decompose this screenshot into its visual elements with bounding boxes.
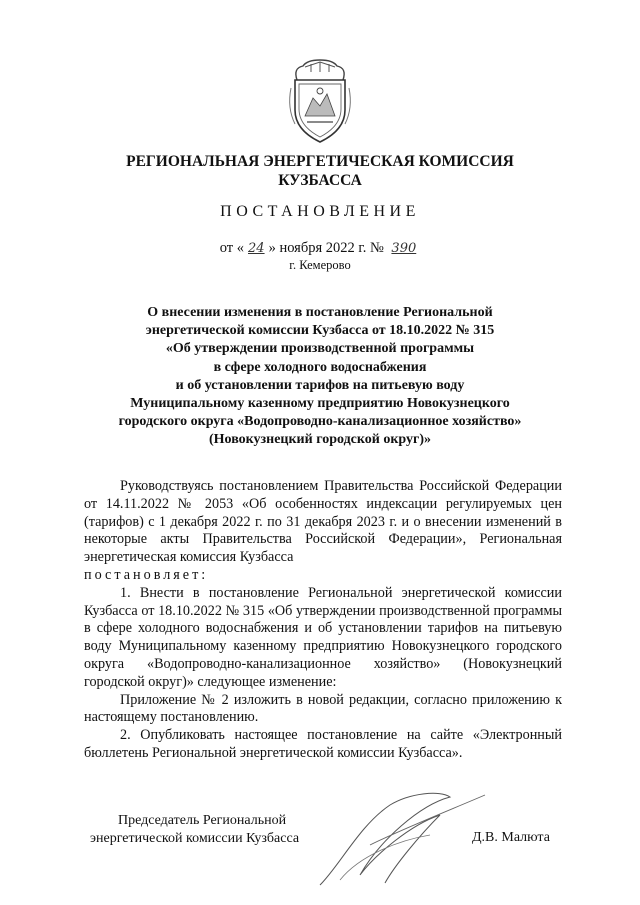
title-line: Муниципальному казенному предприятию Новокузнецкого <box>130 396 510 412</box>
resolution-body <box>84 478 562 763</box>
issuer-line-2: КУЗБАССА <box>278 172 362 189</box>
coat-of-arms-icon <box>285 58 355 146</box>
issuer-name <box>80 152 560 190</box>
resolution-title <box>85 304 555 450</box>
handwritten-day: 24 <box>248 241 265 256</box>
title-line: (Новокузнецкий городской округ)» <box>208 432 432 448</box>
item-1-detail: Приложение № 2 изложить в новой редакции, согласно приложению к настоящему постановлению. <box>84 691 562 726</box>
resolves-line: постановляет: <box>84 566 209 583</box>
title-line: и об установлении тарифов на питьевую воду <box>175 377 465 393</box>
title-line: О внесении изменения в постановление Региональной <box>147 305 493 320</box>
issuer-line-1: РЕГИОНАЛЬНАЯ ЭНЕРГЕТИЧЕСКАЯ КОМИССИЯ <box>126 153 514 170</box>
title-line: «Об утверждении производственной программы <box>165 341 475 357</box>
item-1: 1. Внести в постановление Региональной энергетической комиссии Кузбасса от 18.10.2022 № 315 «Об утверждении производственной программы в сфере холодного водоснабжения и об установлении тарифов на питьевую воду Муниципальному казенному предприятию Новокузнецкого городского округа «Водопроводно-канализационное хозяйство» (Новокузнецкий городской округ)» следующее изменение: <box>84 584 562 690</box>
title-line: городского округа «Водопроводно-канализационное хозяйство» <box>118 414 522 430</box>
handwritten-number: 390 <box>391 241 417 256</box>
intro-paragraph: Руководствуясь постановлением Правительства Российской Федерации от 14.11.2022 № 2053 «Об особенностях индексации регулируемых цен (тарифов) с 1 декабря 2022 г. по 31 декабря 2023 г. и о внесении изменений в некоторые акты Правительства Российской Федерации», Региональная энергетическая комиссия Кузбасса <box>84 478 562 566</box>
document-type: ПОСТАНОВЛЕНИЕ <box>220 203 420 220</box>
handwritten-signature <box>300 785 490 895</box>
city: г. Кемерово <box>289 258 351 272</box>
signatory-name: Д.В. Малюта <box>472 830 550 845</box>
title-line: в сфере холодного водоснабжения <box>213 359 427 375</box>
title-line: энергетической комиссии Кузбасса от 18.10.2022 № 315 <box>145 323 495 339</box>
date-number-line: от « 24 » ноября 2022 г. № 390 <box>0 240 640 257</box>
signatory-position: Председатель Региональной энергетической комиссии Кузбасса <box>90 813 300 846</box>
item-2: 2. Опубликовать настоящее постановление на сайте «Электронный бюллетень Региональной энергетической комиссии Кузбасса». <box>84 727 562 761</box>
